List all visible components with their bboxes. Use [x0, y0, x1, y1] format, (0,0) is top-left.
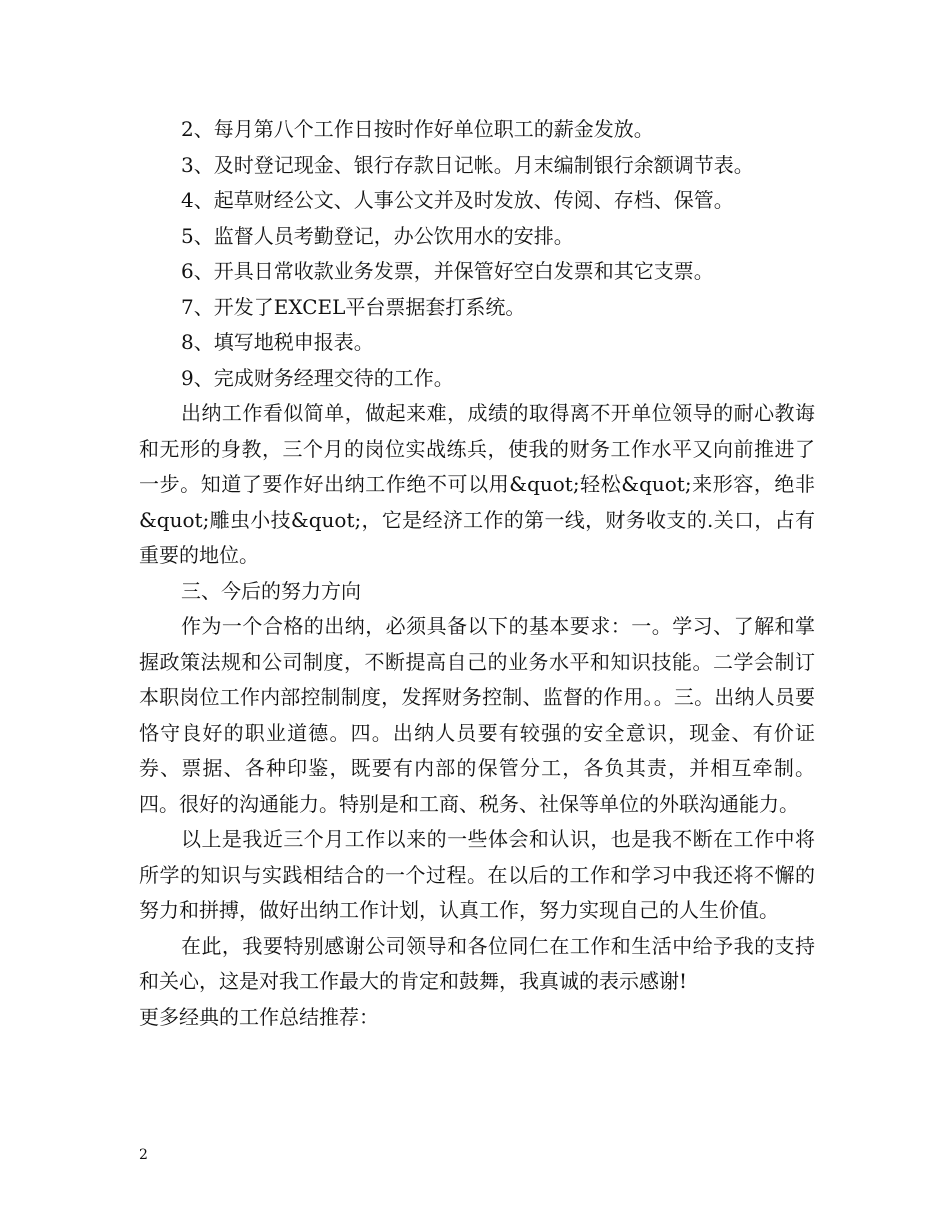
paragraph-more-recommendations: 更多经典的工作总结推荐：	[139, 1004, 379, 1029]
paragraph-thanks: 在此，我要特别感谢公司领导和各位同仁在工作和生活中给予我的支持和关心，这是对我工作最大的肯定和鼓舞，我真诚的表示感谢!	[139, 933, 815, 993]
paragraph-item-2: 2、每月第八个工作日按时作好单位职工的薪金发放。	[181, 117, 654, 141]
paragraph-item-3: 3、及时登记现金、银行存款日记帐。月末编制银行余额调节表。	[181, 152, 754, 177]
paragraph-item-5: 5、监督人员考勤登记，办公饮用水的安排。	[181, 223, 574, 248]
section-heading-future-direction: 三、今后的努力方向	[181, 578, 361, 603]
paragraph-reflection: 以上是我近三个月工作以来的一些体会和认识，也是我不断在工作中将所学的知识与实践相结合的一个过程。在以后的工作和学习中我还将不懈的努力和拼搏，做好出纳工作计划，认真工作，努力实现自己的人生价值。	[139, 827, 815, 922]
paragraph-requirements: 作为一个合格的出纳，必须具备以下的基本要求：一。学习、了解和掌握政策法规和公司制度，不断提高自己的业务水平和知识技能。二学会制订本职岗位工作内部控制制度，发挥财务控制、监督的作用。。三。出纳人员要恪守良好的职业道德。四。出纳人员要有较强的安全意识，现金、有价证券、票据、各种印鉴，既要有内部的保管分工，各负其责，并相互牵制。四。很好的沟通能力。特别是和工商、税务、社保等单位的外联沟通能力。	[139, 614, 815, 816]
paragraph-item-9: 9、完成财务经理交待的工作。	[181, 365, 454, 390]
paragraph-item-7: 7、开发了EXCEL平台票据套打系统。	[181, 294, 526, 319]
document-body	[139, 112, 815, 1035]
paragraph-item-8: 8、填写地税申报表。	[181, 330, 374, 354]
page-number: 2	[139, 1147, 148, 1163]
paragraph-cashier-work: 出纳工作看似简单，做起来难，成绩的取得离不开单位领导的耐心教诲和无形的身教，三个月的岗位实战练兵，使我的财务工作水平又向前推进了一步。知道了要作好出纳工作绝不可以用&quot;轻松&quot;来形容，绝非&quot;雕虫小技&quot;，它是经济工作的第一线，财务收支的.关口，占有重要的地位。	[139, 401, 815, 567]
paragraph-item-4: 4、起草财经公文、人事公文并及时发放、传阅、存档、保管。	[181, 188, 734, 212]
paragraph-item-6: 6、开具日常收款业务发票，并保管好空白发票和其它支票。	[181, 259, 714, 283]
